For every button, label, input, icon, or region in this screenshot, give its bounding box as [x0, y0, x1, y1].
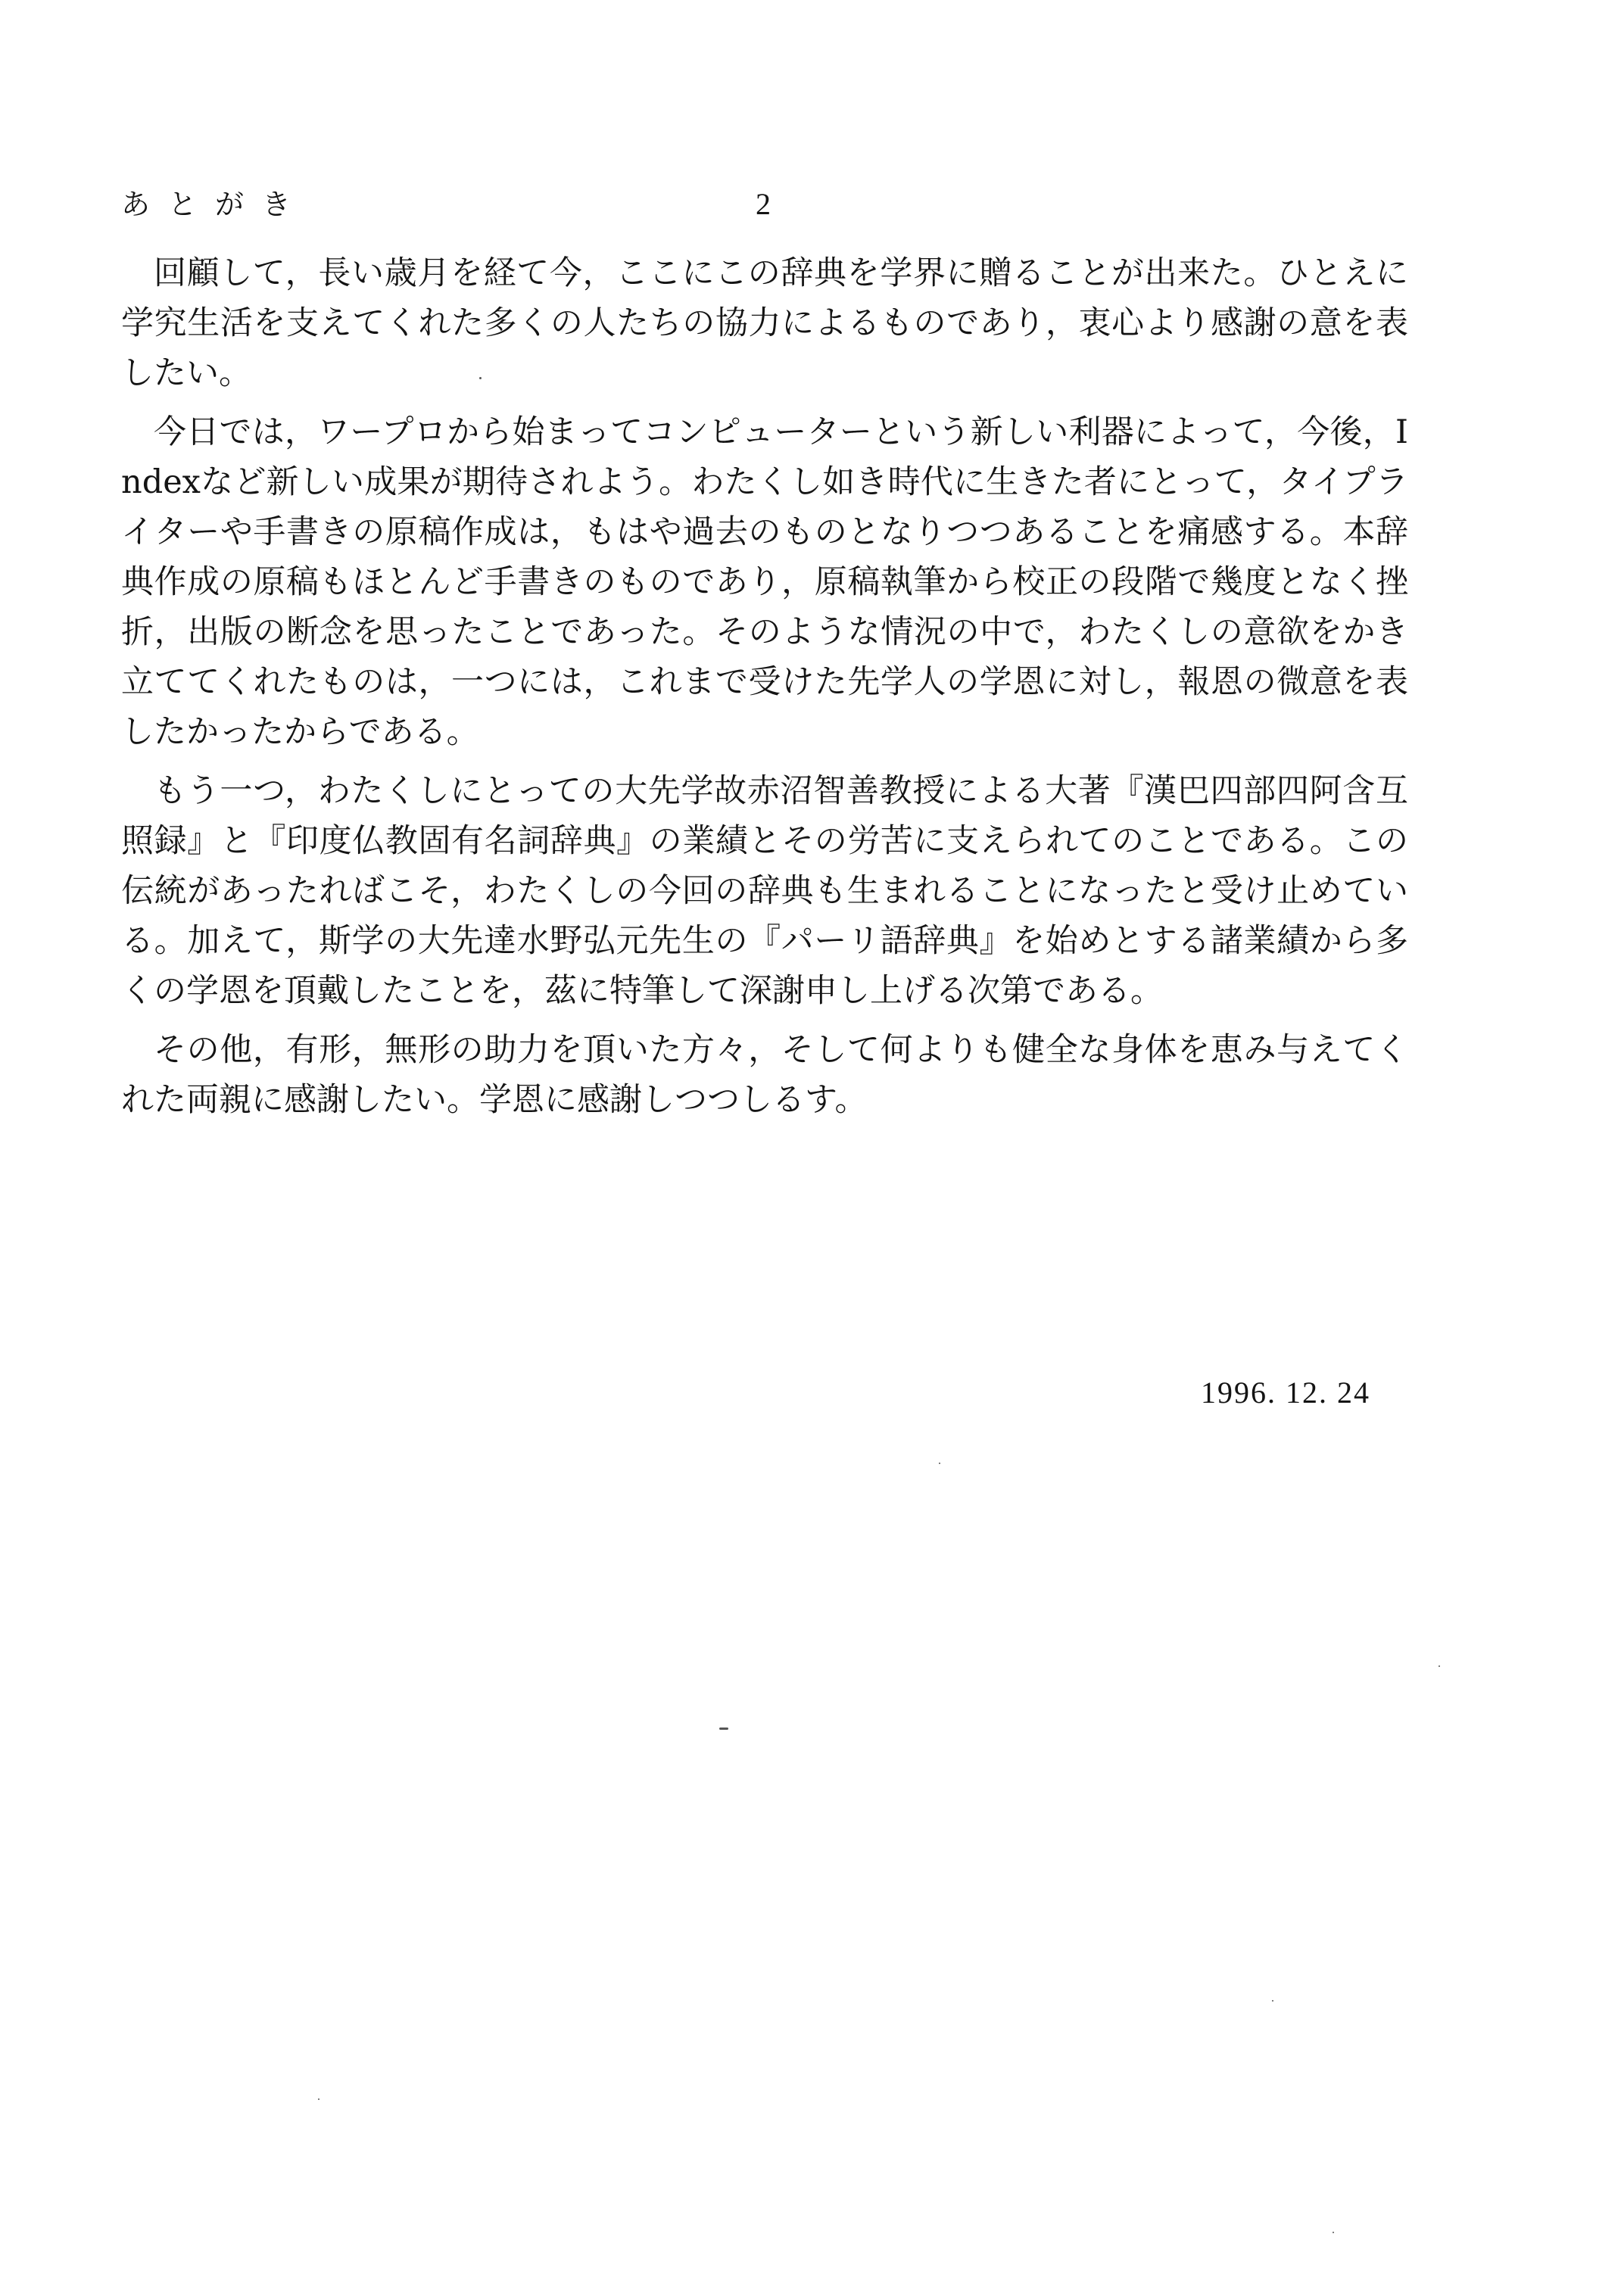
scan-speck [479, 377, 482, 379]
scan-speck [939, 1463, 940, 1464]
paragraph-2: 今日では，ワープロから始まってコンピューターという新しい利器によって，今後，Indexなど新しい成果が期待されよう。わたくし如き時代に生きた者にとって，タイプライターや手書きの原稿作成は，もはや過去のものとなりつつあることを痛感する。本辞典作成の原稿もほとんど手書きのものであり，原稿執筆から校正の段階で幾度となく挫折，出版の断念を思ったことであった。そのような情況の中で，わたくしの意欲をかき立ててくれたものは，一つには，これまで受けた先学人の学恩に対し，報恩の微意を表したかったからである。 [121, 413, 1408, 751]
scan-speck [719, 1728, 728, 1730]
scan-speck [1439, 1665, 1440, 1667]
signature-date: 1996. 12. 24 [1201, 1375, 1370, 1410]
afterword-body [121, 248, 1408, 1134]
paragraph-4: その他，有形，無形の助力を頂いた方々，そして何よりも健全な身体を恵み与えてくれた両親に感謝したい。学恩に感謝しつつしるす。 [121, 1031, 1408, 1119]
paragraph-1: 回顧して，長い歳月を経て今，ここにこの辞典を学界に贈ることが出来た。ひとえに学究生活を支えてくれた多くの人たちの協力によるものであり，衷心より感謝の意を表したい。 [121, 254, 1408, 392]
page-header [121, 185, 1408, 223]
section-title: あとがき [121, 188, 310, 221]
scan-speck [318, 2098, 320, 2100]
paragraph-3: もう一つ，わたくしにとっての大先学故赤沼智善教授による大著『漢巴四部四阿含互照録』と『印度仏教固有名詞辞典』の業績とその労苦に支えられてのことである。この伝統があったればこそ，わたくしの今回の辞典も生まれることになったと受け止めている。加えて，斯学の大先達水野弘元先生の『パーリ語辞典』を始めとする諸業績から多くの学恩を頂戴したことを，茲に特筆して深謝申し上げる次第である。 [121, 772, 1408, 1010]
scan-speck [1272, 2000, 1273, 2002]
scan-speck [1333, 2232, 1334, 2233]
page-number: 2 [756, 187, 771, 221]
